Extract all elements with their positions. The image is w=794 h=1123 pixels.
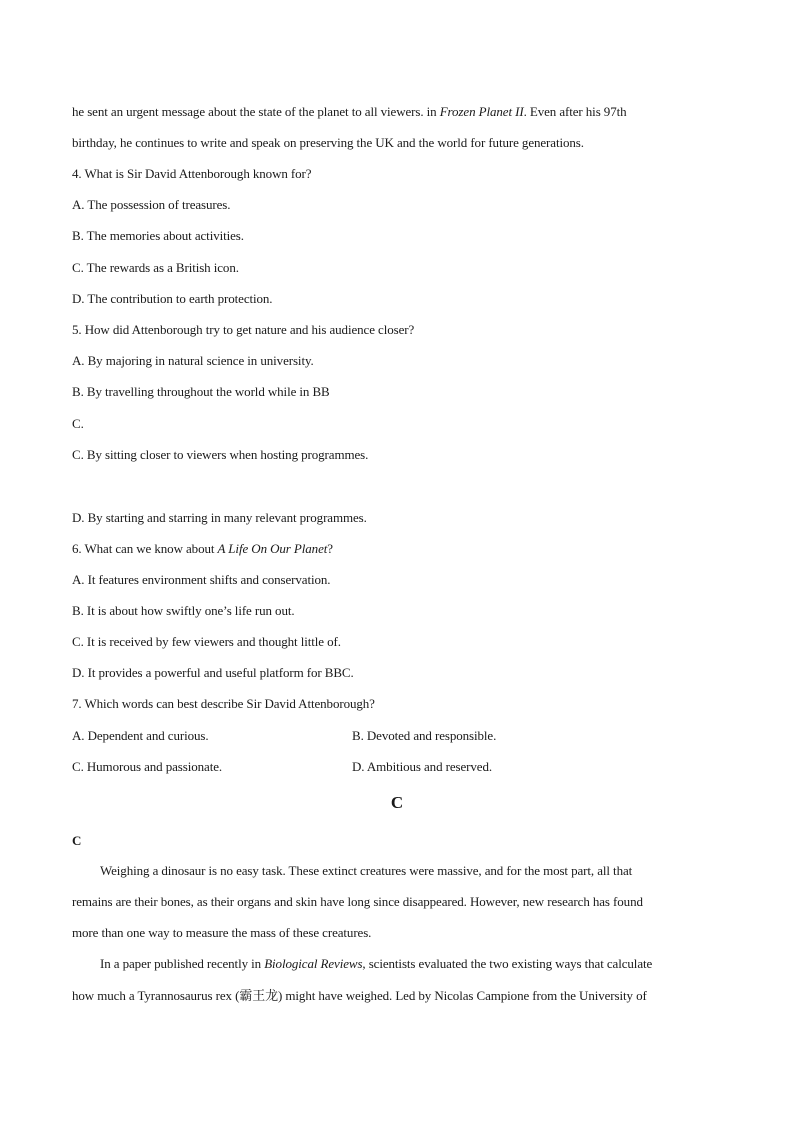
question-5-option-d: D. By starting and starring in many relevant programmes.: [72, 510, 367, 525]
question-7-option-a: A. Dependent and curious.: [72, 728, 209, 743]
section-label: C: [72, 833, 82, 848]
question-4-option-c: C. The rewards as a British icon.: [72, 260, 239, 275]
passage-line: [72, 104, 627, 120]
question-5-option-a: A. By majoring in natural science in university.: [72, 353, 314, 368]
question-4-stem: 4. What is Sir David Attenborough known for?: [72, 166, 312, 181]
question-7-stem: 7. Which words can best describe Sir David Attenborough?: [72, 696, 375, 711]
section-title: C: [390, 793, 404, 812]
question-5-stem: 5. How did Attenborough try to get nature and his audience closer?: [72, 322, 415, 337]
question-6-option-a: A. It features environment shifts and conservation.: [72, 572, 331, 587]
passage-text: he sent an urgent message about the state of the planet to all viewers. in: [72, 104, 440, 119]
question-4-option-b: B. The memories about activities.: [72, 228, 244, 243]
passage-text: . Even after his 97th: [523, 104, 627, 119]
paragraph-line: remains are their bones, as their organs and skin have long since disappeared. However, new research has found: [72, 894, 643, 909]
question-4-option-a: A. The possession of treasures.: [72, 197, 231, 212]
paragraph-line: more than one way to measure the mass of these creatures.: [72, 925, 372, 940]
question-7-option-b: B. Devoted and responsible.: [352, 728, 497, 743]
question-5-option-b-wrap: C.: [72, 416, 84, 431]
paragraph-line: Weighing a dinosaur is no easy task. These extinct creatures were massive, and for the most part, all that: [100, 863, 633, 878]
question-7-option-d: D. Ambitious and reserved.: [352, 759, 493, 774]
question-text: ?: [327, 541, 333, 556]
question-6-stem: [72, 541, 333, 557]
book-title: A Life On Our Planet: [217, 541, 328, 556]
question-4-option-d: D. The contribution to earth protection.: [72, 291, 273, 306]
journal-title: Biological Reviews: [264, 956, 363, 971]
programme-title: Frozen Planet II: [439, 104, 524, 119]
passage-line: birthday, he continues to write and speak on preserving the UK and the world for future generations.: [72, 135, 584, 150]
question-5-option-c: C. By sitting closer to viewers when hosting programmes.: [72, 447, 369, 462]
question-text: 6. What can we know about: [72, 541, 218, 556]
paragraph-text: In a paper published recently in: [100, 956, 265, 971]
question-6-option-b: B. It is about how swiftly one’s life run out.: [72, 603, 295, 618]
paragraph-text: , scientists evaluated the two existing ways that calculate: [362, 956, 653, 971]
question-5-option-b: B. By travelling throughout the world while in BB: [72, 384, 330, 399]
question-6-option-c: C. It is received by few viewers and thought little of.: [72, 634, 341, 649]
paragraph-line: [100, 956, 652, 972]
question-7-option-c: C. Humorous and passionate.: [72, 759, 223, 774]
question-6-option-d: D. It provides a powerful and useful platform for BBC.: [72, 665, 354, 680]
paragraph-line: how much a Tyrannosaurus rex (霸王龙) might have weighed. Led by Nicolas Campione from the University of: [72, 988, 647, 1003]
